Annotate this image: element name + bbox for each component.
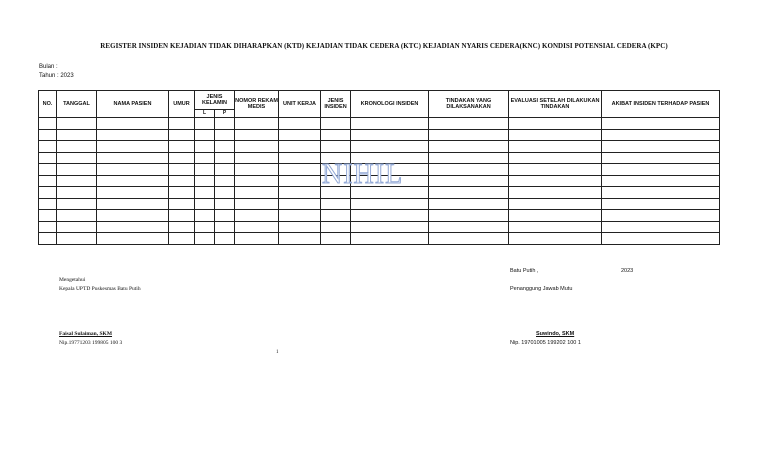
- signing-place: Batu Putih ,: [510, 268, 539, 274]
- table-cell: [602, 210, 720, 222]
- table-cell: [429, 141, 509, 153]
- table-cell: [235, 221, 279, 233]
- left-signer-name: Faisal Sulaiman, SKM: [59, 331, 113, 337]
- table-cell: [279, 175, 321, 187]
- table-cell: [602, 164, 720, 176]
- table-cell: [602, 141, 720, 153]
- table-cell: [39, 187, 57, 199]
- table-cell: [39, 175, 57, 187]
- table-cell: [351, 210, 429, 222]
- header-tindakan: TINDAKAN YANG DILAKSANAKAN: [429, 91, 509, 118]
- table-row: [39, 198, 720, 210]
- table-cell: [279, 129, 321, 141]
- table-cell: [215, 164, 235, 176]
- table-cell: [39, 152, 57, 164]
- table-cell: [321, 198, 351, 210]
- right-signer-title: Penanggung Jawab Mutu: [510, 286, 573, 292]
- table-cell: [195, 141, 215, 153]
- table-cell: [39, 164, 57, 176]
- table-cell: [39, 233, 57, 245]
- page-number: 1: [276, 350, 279, 355]
- table-cell: [97, 221, 169, 233]
- table-cell: [169, 221, 195, 233]
- table-cell: [195, 233, 215, 245]
- table-cell: [321, 233, 351, 245]
- table-cell: [97, 129, 169, 141]
- table-cell: [279, 210, 321, 222]
- table-cell: [279, 187, 321, 199]
- nihil-watermark: NIHIL: [322, 159, 404, 190]
- table-cell: [97, 141, 169, 153]
- table-cell: [57, 152, 97, 164]
- table-row: [39, 141, 720, 153]
- table-row: [39, 129, 720, 141]
- table-cell: [57, 164, 97, 176]
- table-cell: [351, 118, 429, 130]
- table-cell: [195, 187, 215, 199]
- header-jenis-insiden: JENIS INSIDEN: [321, 91, 351, 118]
- table-cell: [429, 152, 509, 164]
- table-cell: [429, 175, 509, 187]
- table-cell: [429, 221, 509, 233]
- table-cell: [429, 198, 509, 210]
- table-cell: [321, 129, 351, 141]
- header-evaluasi: EVALUASI SETELAH DILAKUKAN TINDAKAN: [509, 91, 602, 118]
- table-cell: [279, 164, 321, 176]
- table-cell: [215, 152, 235, 164]
- table-cell: [57, 129, 97, 141]
- table-cell: [195, 118, 215, 130]
- table-cell: [97, 210, 169, 222]
- table-cell: [279, 118, 321, 130]
- header-akibat: AKIBAT INSIDEN TERHADAP PASIEN: [602, 91, 720, 118]
- tahun-label: Tahun : 2023: [39, 73, 74, 79]
- table-cell: [169, 175, 195, 187]
- table-cell: [39, 118, 57, 130]
- table-cell: [351, 198, 429, 210]
- table-cell: [215, 233, 235, 245]
- table-cell: [509, 118, 602, 130]
- table-cell: [39, 210, 57, 222]
- header-tanggal: TANGGAL: [57, 91, 97, 118]
- table-cell: [279, 141, 321, 153]
- header-jenis-kelamin: JENIS KELAMIN: [195, 91, 235, 110]
- table-cell: [235, 164, 279, 176]
- table-cell: [195, 210, 215, 222]
- table-cell: [195, 152, 215, 164]
- table-cell: [169, 152, 195, 164]
- table-cell: [509, 233, 602, 245]
- table-cell: [39, 129, 57, 141]
- table-cell: [321, 118, 351, 130]
- table-cell: [57, 198, 97, 210]
- table-row: [39, 221, 720, 233]
- signing-year: 2023: [621, 268, 634, 274]
- table-cell: [235, 198, 279, 210]
- table-cell: [321, 210, 351, 222]
- table-cell: [97, 198, 169, 210]
- table-cell: [321, 221, 351, 233]
- table-cell: [602, 198, 720, 210]
- table-cell: [279, 221, 321, 233]
- right-signer-name: Suwindo, SKM: [536, 331, 575, 337]
- table-cell: [169, 164, 195, 176]
- header-kronologi-insiden: KRONOLOGI INSIDEN: [351, 91, 429, 118]
- table-cell: [279, 233, 321, 245]
- table-cell: [602, 152, 720, 164]
- table-cell: [429, 233, 509, 245]
- table-cell: [39, 221, 57, 233]
- table-cell: [235, 129, 279, 141]
- table-cell: [351, 129, 429, 141]
- table-cell: [602, 187, 720, 199]
- table-cell: [97, 118, 169, 130]
- table-cell: [97, 175, 169, 187]
- table-cell: [57, 175, 97, 187]
- table-cell: [279, 198, 321, 210]
- table-cell: [97, 187, 169, 199]
- table-cell: [215, 175, 235, 187]
- table-cell: [321, 141, 351, 153]
- table-cell: [602, 175, 720, 187]
- right-signer-nip: Nip. 19701005 199202 100 1: [510, 340, 581, 346]
- table-cell: [215, 187, 235, 199]
- mengetahui-label: Mengetahui: [59, 277, 86, 283]
- document-title: REGISTER INSIDEN KEJADIAN TIDAK DIHARAPKAN (KTD) KEJADIAN TIDAK CEDERA (KTC) KEJADIAN NYARIS CEDERA(KNC) KONDISI POTENSIAL CEDERA (KPC): [100, 42, 668, 50]
- table-cell: [57, 141, 97, 153]
- table-cell: [509, 152, 602, 164]
- table-cell: [509, 175, 602, 187]
- header-no: NO.: [39, 91, 57, 118]
- table-cell: [97, 233, 169, 245]
- table-cell: [57, 221, 97, 233]
- table-row: [39, 210, 720, 222]
- table-cell: [195, 175, 215, 187]
- table-cell: [215, 198, 235, 210]
- table-cell: [509, 164, 602, 176]
- table-cell: [509, 187, 602, 199]
- table-cell: [57, 210, 97, 222]
- table-cell: [97, 164, 169, 176]
- header-nama-pasien: NAMA PASIEN: [97, 91, 169, 118]
- table-cell: [509, 129, 602, 141]
- header-nomor-rekam-medis: NOMOR REKAM MEDIS: [235, 91, 279, 118]
- table-cell: [39, 141, 57, 153]
- table-cell: [169, 198, 195, 210]
- table-cell: [169, 187, 195, 199]
- table-cell: [97, 152, 169, 164]
- table-cell: [235, 175, 279, 187]
- table-cell: [215, 221, 235, 233]
- table-cell: [429, 129, 509, 141]
- bulan-label: Bulan :: [39, 64, 58, 70]
- table-cell: [39, 198, 57, 210]
- table-cell: [279, 152, 321, 164]
- table-cell: [509, 141, 602, 153]
- table-cell: [57, 118, 97, 130]
- table-cell: [351, 221, 429, 233]
- table-cell: [429, 164, 509, 176]
- table-cell: [169, 233, 195, 245]
- left-signer-nip: Nip.19771203 199805 100 3: [59, 340, 123, 346]
- table-cell: [169, 118, 195, 130]
- table-cell: [602, 233, 720, 245]
- header-jk-l: L: [195, 110, 215, 118]
- table-cell: [509, 198, 602, 210]
- table-cell: [195, 164, 215, 176]
- header-jk-p: P: [215, 110, 235, 118]
- table-cell: [602, 221, 720, 233]
- table-cell: [57, 187, 97, 199]
- table-cell: [195, 198, 215, 210]
- table-cell: [235, 141, 279, 153]
- table-row: [39, 118, 720, 130]
- table-cell: [235, 152, 279, 164]
- table-cell: [215, 210, 235, 222]
- table-cell: [429, 210, 509, 222]
- table-cell: [215, 141, 235, 153]
- table-cell: [235, 210, 279, 222]
- table-cell: [509, 210, 602, 222]
- table-cell: [169, 210, 195, 222]
- header-umur: UMUR: [169, 91, 195, 118]
- table-cell: [169, 141, 195, 153]
- left-signer-title: Kepala UPTD Puskesmas Batu Putih: [59, 286, 141, 292]
- table-cell: [602, 129, 720, 141]
- table-cell: [235, 233, 279, 245]
- table-cell: [169, 129, 195, 141]
- table-cell: [215, 129, 235, 141]
- table-cell: [57, 233, 97, 245]
- table-cell: [235, 187, 279, 199]
- table-cell: [429, 187, 509, 199]
- table-cell: [351, 233, 429, 245]
- table-cell: [215, 118, 235, 130]
- table-cell: [602, 118, 720, 130]
- table-cell: [351, 141, 429, 153]
- header-unit-kerja: UNIT KERJA: [279, 91, 321, 118]
- table-cell: [195, 129, 215, 141]
- table-row: [39, 233, 720, 245]
- table-cell: [429, 118, 509, 130]
- table-cell: [195, 221, 215, 233]
- table-cell: [509, 221, 602, 233]
- table-cell: [235, 118, 279, 130]
